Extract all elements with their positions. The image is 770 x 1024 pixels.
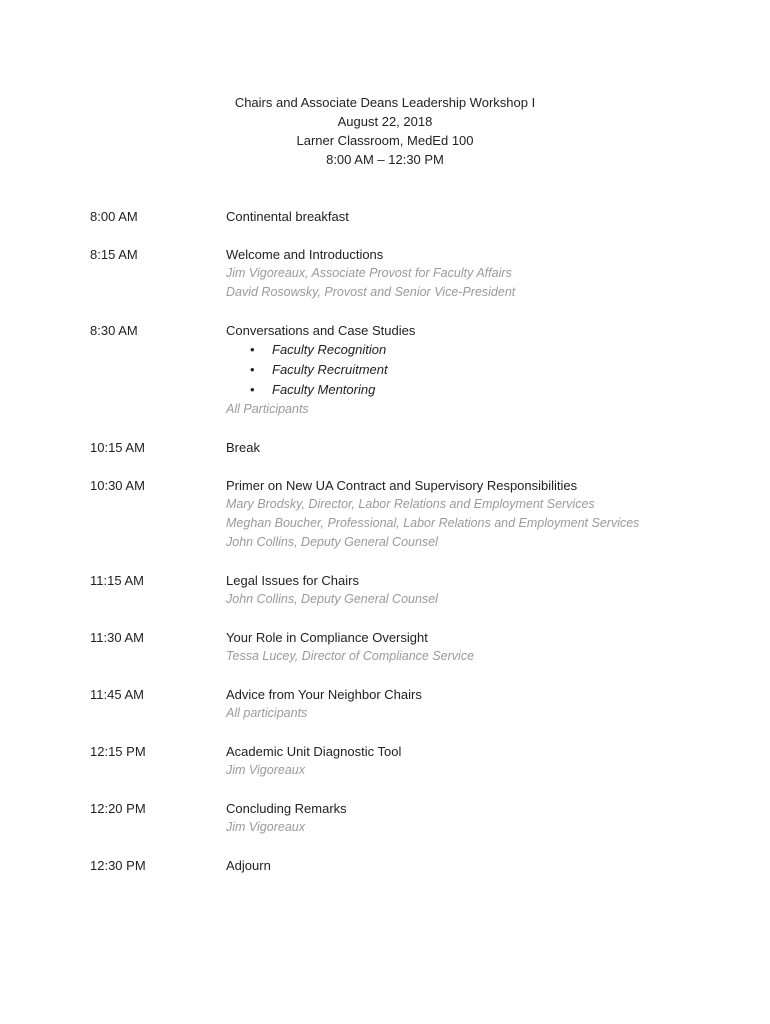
agenda-speaker: John Collins, Deputy General Counsel [226, 535, 438, 549]
agenda-title: Legal Issues for Chairs [226, 573, 359, 588]
agenda-item [90, 245, 750, 302]
agenda-item [90, 856, 750, 875]
agenda-time: 10:30 AM [90, 478, 145, 493]
agenda-item [90, 207, 750, 226]
agenda-list [90, 207, 750, 894]
agenda-speaker: All Participants [226, 402, 309, 416]
agenda-time: 8:00 AM [90, 209, 138, 224]
agenda-title: Adjourn [226, 858, 271, 873]
agenda-item [90, 571, 750, 609]
agenda-item [90, 321, 750, 419]
agenda-content [226, 245, 750, 302]
agenda-content [226, 321, 750, 419]
agenda-item [90, 799, 750, 837]
agenda-time: 8:15 AM [90, 247, 138, 262]
agenda-title: Continental breakfast [226, 209, 349, 224]
bullet-icon: • [250, 382, 255, 397]
agenda-title: Break [226, 440, 260, 455]
agenda-content [226, 207, 750, 226]
agenda-time: 11:45 AM [90, 687, 144, 702]
agenda-speaker: Tessa Lucey, Director of Compliance Service [226, 649, 475, 663]
agenda-item [90, 438, 750, 457]
agenda-item [90, 685, 750, 723]
agenda-speaker: All participants [226, 706, 308, 720]
agenda-title: Welcome and Introductions [226, 247, 384, 262]
agenda-content [226, 438, 750, 457]
agenda-time: 12:30 PM [90, 858, 146, 873]
workshop-time-range: 8:00 AM – 12:30 PM [326, 152, 444, 167]
agenda-title: Primer on New UA Contract and Supervisory Responsibilities [226, 478, 578, 493]
agenda-content [226, 476, 750, 552]
agenda-title: Conversations and Case Studies [226, 323, 416, 338]
agenda-time: 8:30 AM [90, 323, 138, 338]
agenda-content [226, 628, 750, 666]
topic-label: Faculty Recruitment [272, 362, 388, 377]
topic-item [226, 340, 750, 360]
topic-item [226, 360, 750, 380]
agenda-speaker: Mary Brodsky, Director, Labor Relations and Employment Services [226, 497, 595, 511]
agenda-item [90, 476, 750, 552]
agenda-speaker: David Rosowsky, Provost and Senior Vice-President [226, 285, 516, 299]
bullet-icon: • [250, 342, 255, 357]
topic-list [226, 340, 750, 400]
agenda-content [226, 685, 750, 723]
agenda-item [90, 628, 750, 666]
agenda-time: 11:15 AM [90, 573, 144, 588]
document-header [0, 93, 770, 169]
agenda-speaker: Jim Vigoreaux [226, 763, 305, 777]
agenda-content [226, 856, 750, 875]
topic-label: Faculty Mentoring [272, 382, 376, 397]
agenda-item [90, 742, 750, 780]
agenda-time: 10:15 AM [90, 440, 145, 455]
topic-item [226, 380, 750, 400]
agenda-title: Concluding Remarks [226, 801, 347, 816]
workshop-title: Chairs and Associate Deans Leadership Workshop I [234, 95, 536, 110]
agenda-time: 11:30 AM [90, 630, 144, 645]
agenda-title: Academic Unit Diagnostic Tool [226, 744, 402, 759]
agenda-content [226, 799, 750, 837]
agenda-content [226, 571, 750, 609]
agenda-title: Your Role in Compliance Oversight [226, 630, 428, 645]
agenda-time: 12:15 PM [90, 744, 146, 759]
bullet-icon: • [250, 362, 255, 377]
agenda-title: Advice from Your Neighbor Chairs [226, 687, 422, 702]
agenda-speaker: Jim Vigoreaux, Associate Provost for Faculty Affairs [226, 266, 512, 280]
agenda-time: 12:20 PM [90, 801, 146, 816]
agenda-speaker: Meghan Boucher, Professional, Labor Relations and Employment Services [226, 516, 640, 530]
agenda-content [226, 742, 750, 780]
agenda-speaker: John Collins, Deputy General Counsel [226, 592, 438, 606]
workshop-location: Larner Classroom, MedEd 100 [296, 133, 474, 148]
workshop-date: August 22, 2018 [337, 114, 433, 129]
agenda-speaker: Jim Vigoreaux [226, 820, 305, 834]
topic-label: Faculty Recognition [272, 342, 387, 357]
